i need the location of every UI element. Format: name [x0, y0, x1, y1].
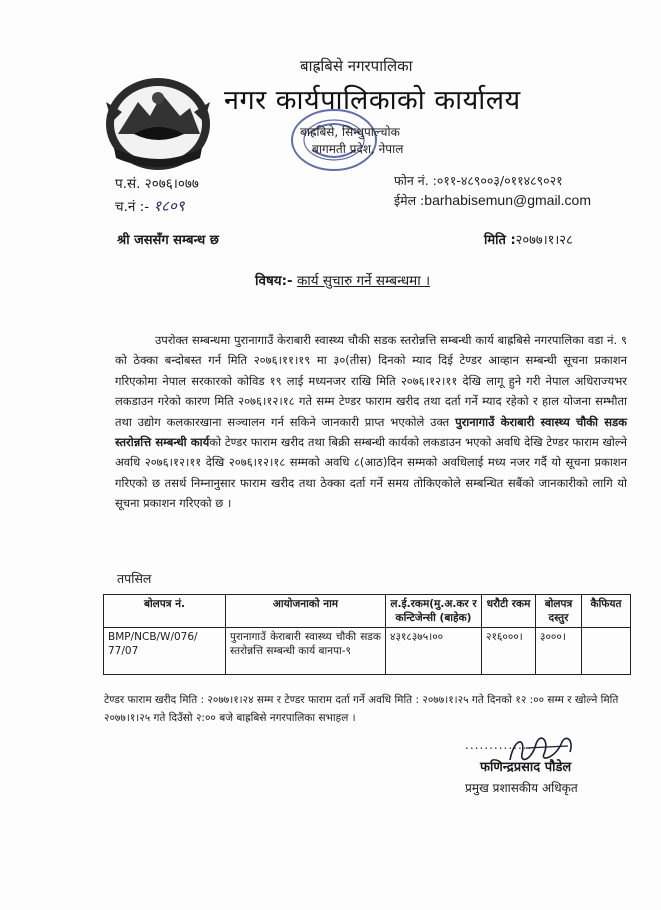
address-line-2: बागमती प्रदेश, नेपाल [312, 142, 404, 156]
signatory-title: प्रमुख प्रशासकीय अधिकृत [465, 781, 578, 795]
date-value: २०७७।१।२८ [515, 233, 573, 248]
letter-reference-number: प.सं. २०७६।०७७ [115, 176, 199, 192]
nepal-emblem-icon [104, 72, 212, 172]
col-bid-number: बोलपत्र नं. [104, 595, 226, 628]
cell-cost-estimate: ४३१८३७५।०० [386, 628, 482, 675]
email-address[interactable]: barhabisemun@gmail.com [424, 192, 592, 208]
subject-text: कार्य सुचारु गर्ने सम्बन्धमा । [296, 273, 431, 289]
subject-line [255, 271, 430, 289]
addressee: श्री जससँग सम्बन्ध छ [117, 233, 219, 248]
municipality-name: बाह्रबिसे नगरपालिका [300, 57, 413, 75]
tender-table [103, 594, 631, 675]
col-remarks: कैफियत [582, 595, 631, 628]
tender-schedule-note: टेण्डर फाराम खरीद मिति : २०७७।१।२४ सम्म र टेण्डर फाराम दर्ता गर्ने अवधि मिति : २०७७।१।२५ गते दिनको १२ :०० सम्म र खोल्ने मिति २०७७।१।२५ गते दिउँसो २:०० बजे बाह्रबिसे नगरपालिका सभाहल । [104, 694, 619, 724]
date-label: मिति : [484, 233, 516, 248]
dispatch-number-value: १८०९ [153, 197, 185, 215]
address-line-1: बाह्रबिसे, सिन्धुपाल्चोक [300, 125, 400, 139]
cell-deposit: २१६०००। [482, 628, 536, 675]
email-label: ईमेल : [394, 193, 425, 208]
dispatch-number-label: च.नं :- [115, 199, 150, 215]
body-part-1: उपरोक्त सम्बन्धमा पुरानागाउँ केराबारी स्वास्थ्य चौकी सडक स्तरोन्नत्ति सम्बन्धी कार्य बाह्रबिसे नगरपालिका वडा नं. ९ को ठेक्का बन्दोबस्त गर्न मिति २०७६।११।१९ मा ३०(तीस) दिनको म्याद दिई टेण्डर आव्हान सम्बन्धी सूचना प्रकाशन गरिएकोमा नेपाल सरकारको कोविड १९ लाई मध्यनजर राखि मिति २०७६।१२।११ देखि लागू हुने गरी नेपाल अधिराज्यभर लकडाउन गरेको कारण मिति २०७६।१२।१८ गते सम्म टेण्डर फाराम खरीद तथा दर्ता गर्ने म्याद रहेको र हाल योजना सम्भौता तथा उद्योग कलकारखाना सञ्चालन गर्न सकिने जानकारी प्राप्त भएकोले उक्त [115, 333, 627, 429]
signatory-name: फणिन्द्रप्रसाद पौडेल [480, 760, 572, 775]
cell-project-name: पुरानागाउँ केराबारी स्वास्थ्य चौकी सडक स्तरोन्नत्ति सम्बन्धी कार्य बानपा-९ [226, 628, 386, 675]
body-project-name: पुरानागाउँ केराबारी स्वास्थ्य चौकी सडक स्तरोन्नत्ति सम्बन्धी कार्य [115, 414, 627, 450]
phone-number: फोन नं. :०११-४८९००३/०११४८९०२१ [394, 173, 563, 188]
cell-bid-fee: ३०००। [536, 628, 582, 675]
dispatch-number [115, 196, 185, 216]
col-deposit: धरौटी रकम [482, 595, 536, 628]
notice-body [115, 330, 627, 514]
col-project-name: आयोजनाको नाम [226, 595, 386, 628]
letter-date [484, 230, 573, 248]
col-cost-estimate: ल.ई.रकम(मु.अ.कर र कन्टिजेन्सी (बाहेक) [386, 595, 482, 628]
email-line [394, 192, 591, 209]
table-row [104, 628, 631, 675]
cell-remarks [582, 628, 631, 675]
table-header-row [104, 595, 631, 628]
body-part-2: को टेण्डर फाराम खरीद तथा बिक्री सम्बन्धी कार्यको लकडाउन भएको अवधि देखि टेण्डर फाराम खोल्ने अवधि २०७६।१२।११ देखि २०७६।१२।१८ सम्मको अवधि ८(आठ)दिन सम्मको अवधिलाई मध्य नजर गर्दै यो सूचना प्रकाशन गरिएको छ तसर्थ निम्नानुसार फाराम खरीद तथा ठेक्का दर्ता गर्ने समय तोकिएकोले सम्बन्धित सबैंको जानकारीको लागि यो सूचना प्रकाशन गरिएको छ । [115, 435, 627, 511]
details-heading: तपसिल [117, 571, 152, 586]
cell-bid-number: BMP/NCB/W/076/ 77/07 [104, 628, 226, 675]
signature-dots: ............... [465, 738, 538, 752]
col-bid-fee: बोलपत्र दस्तुर [536, 595, 582, 628]
subject-label: विषय:- [255, 273, 293, 289]
office-title: नगर कार्यपालिकाको कार्यालय [224, 85, 521, 116]
